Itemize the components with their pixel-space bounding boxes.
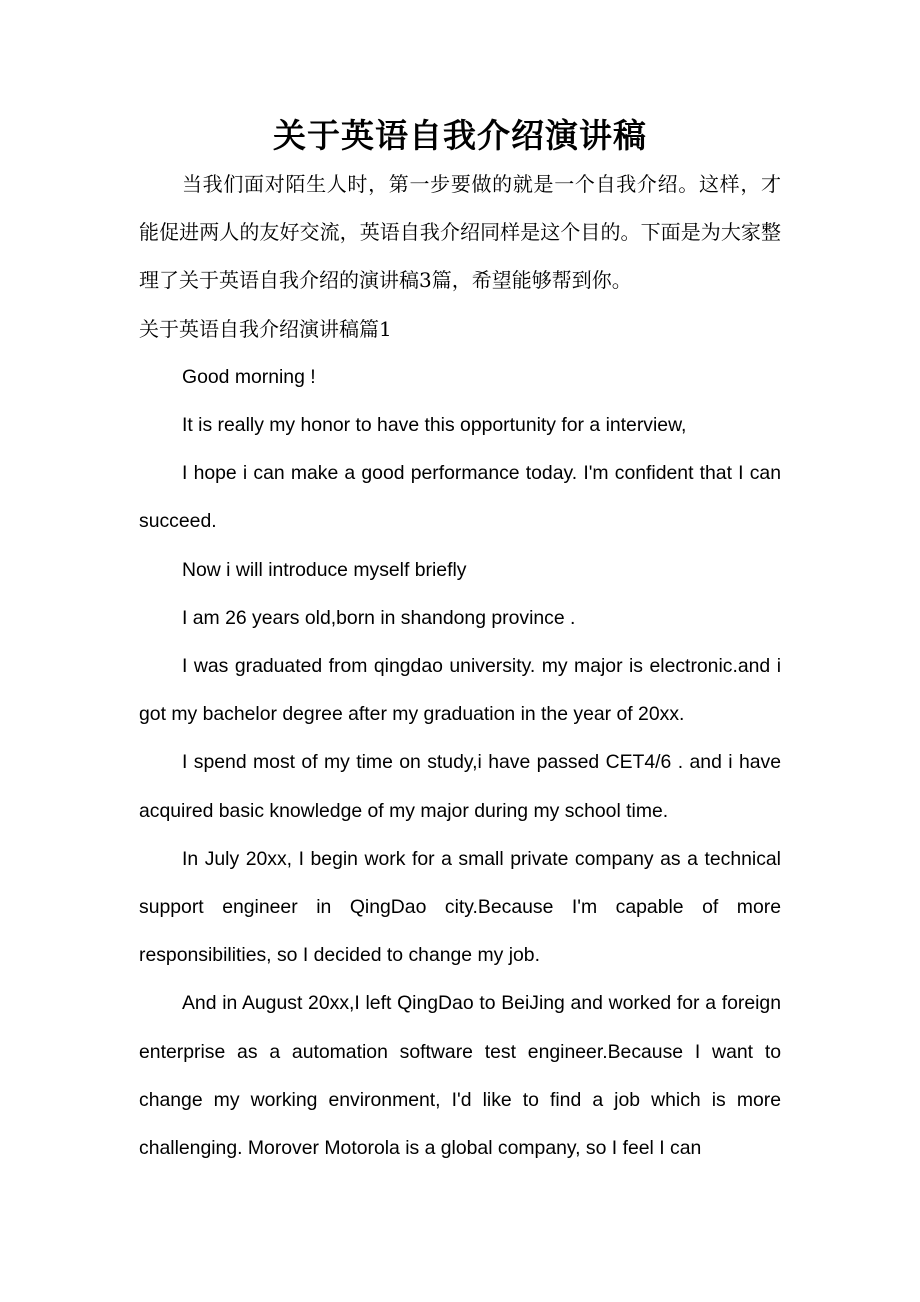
body-paragraph: It is really my honor to have this opportunity for a interview, bbox=[182, 414, 687, 437]
body-paragraph: Good morning ! bbox=[182, 365, 316, 388]
body-paragraph: In July 20xx, I begin work for a small private company as a technical support engineer in QingDao city.Because I'm capable of more responsibilities, so I decided to change my job. bbox=[139, 847, 781, 967]
body-paragraph: Now i will introduce myself briefly bbox=[182, 558, 467, 581]
body-paragraph: I was graduated from qingdao university. my major is electronic.and i got my bachelor degree after my graduation in the year of 20xx. bbox=[139, 655, 781, 726]
intro-paragraph: 当我们面对陌生人时，第一步要做的就是一个自我介绍。这样，才能促进两人的友好交流，英语自我介绍同样是这个目的。下面是为大家整理了关于英语自我介绍的演讲稿3篇，希望能够帮到你。 bbox=[139, 172, 781, 293]
section-heading: 关于英语自我介绍演讲稿篇1 bbox=[139, 316, 392, 341]
body-paragraph: And in August 20xx,I left QingDao to BeiJing and worked for a foreign enterprise as a automation software test engineer.Because I want to change my working environment, I'd like to find a job which is more challenging. Morover Motorola is a global company, so I feel I can bbox=[139, 992, 781, 1160]
document-body bbox=[139, 160, 781, 1172]
body-paragraph: I spend most of my time on study,i have passed CET4/6 . and i have acquired basic knowledge of my major during my school time. bbox=[139, 751, 781, 822]
body-paragraph: I hope i can make a good performance today. I'm confident that I can succeed. bbox=[139, 462, 781, 533]
body-paragraph: I am 26 years old,born in shandong province . bbox=[182, 606, 576, 629]
document-title: 关于英语自我介绍演讲稿 bbox=[273, 116, 647, 155]
